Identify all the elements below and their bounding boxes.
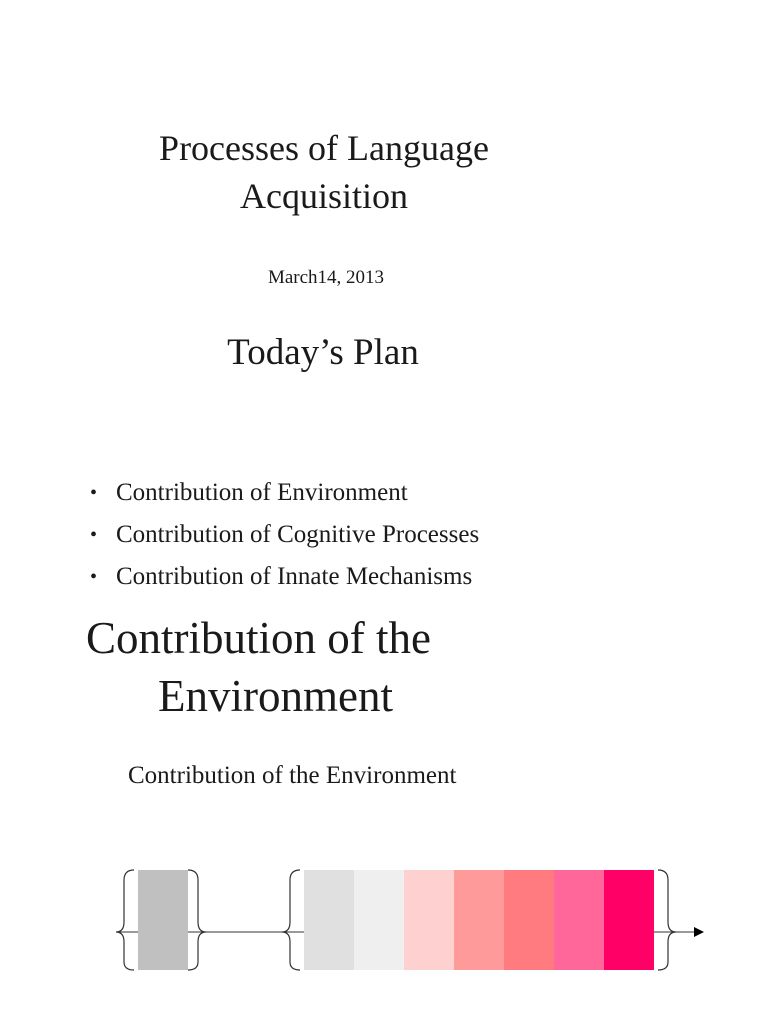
plan-bullet-text: Contribution of Cognitive Processes	[116, 521, 480, 548]
plan-bullet-list	[90, 472, 479, 598]
slide-title-line2: Acquisition	[240, 176, 408, 216]
timeline-block	[504, 870, 554, 970]
timeline-block	[554, 870, 604, 970]
environment-heading-line1: Contribution of the	[86, 613, 431, 663]
environment-timeline-diagram	[110, 862, 710, 974]
bullet-icon: •	[90, 524, 98, 546]
environment-heading-line2: Environment	[158, 671, 393, 721]
timeline-block	[138, 870, 188, 970]
timeline-block	[304, 870, 354, 970]
timeline-block	[604, 870, 654, 970]
slide-date: March14, 2013	[267, 267, 385, 288]
bullet-icon: •	[90, 566, 98, 588]
environment-subheading: Contribution of the Environment	[128, 762, 457, 789]
timeline-block	[354, 870, 404, 970]
plan-bullet-item	[90, 472, 479, 514]
plan-heading: Today’s Plan	[227, 332, 419, 373]
plan-bullet-item	[90, 514, 479, 556]
left-brace-icon	[116, 870, 134, 970]
arrow-head-icon	[694, 927, 704, 937]
right-brace-icon	[658, 870, 676, 970]
plan-bullet-text: Contribution of Innate Mechanisms	[116, 563, 473, 590]
bullet-icon: •	[90, 482, 98, 504]
left-brace-icon	[282, 870, 300, 970]
timeline-block	[404, 870, 454, 970]
right-brace-icon	[188, 870, 206, 970]
plan-bullet-item	[90, 556, 479, 598]
timeline-block	[454, 870, 504, 970]
plan-bullet-text: Contribution of Environment	[116, 479, 408, 506]
slide-title-line1: Processes of Language	[159, 128, 489, 168]
